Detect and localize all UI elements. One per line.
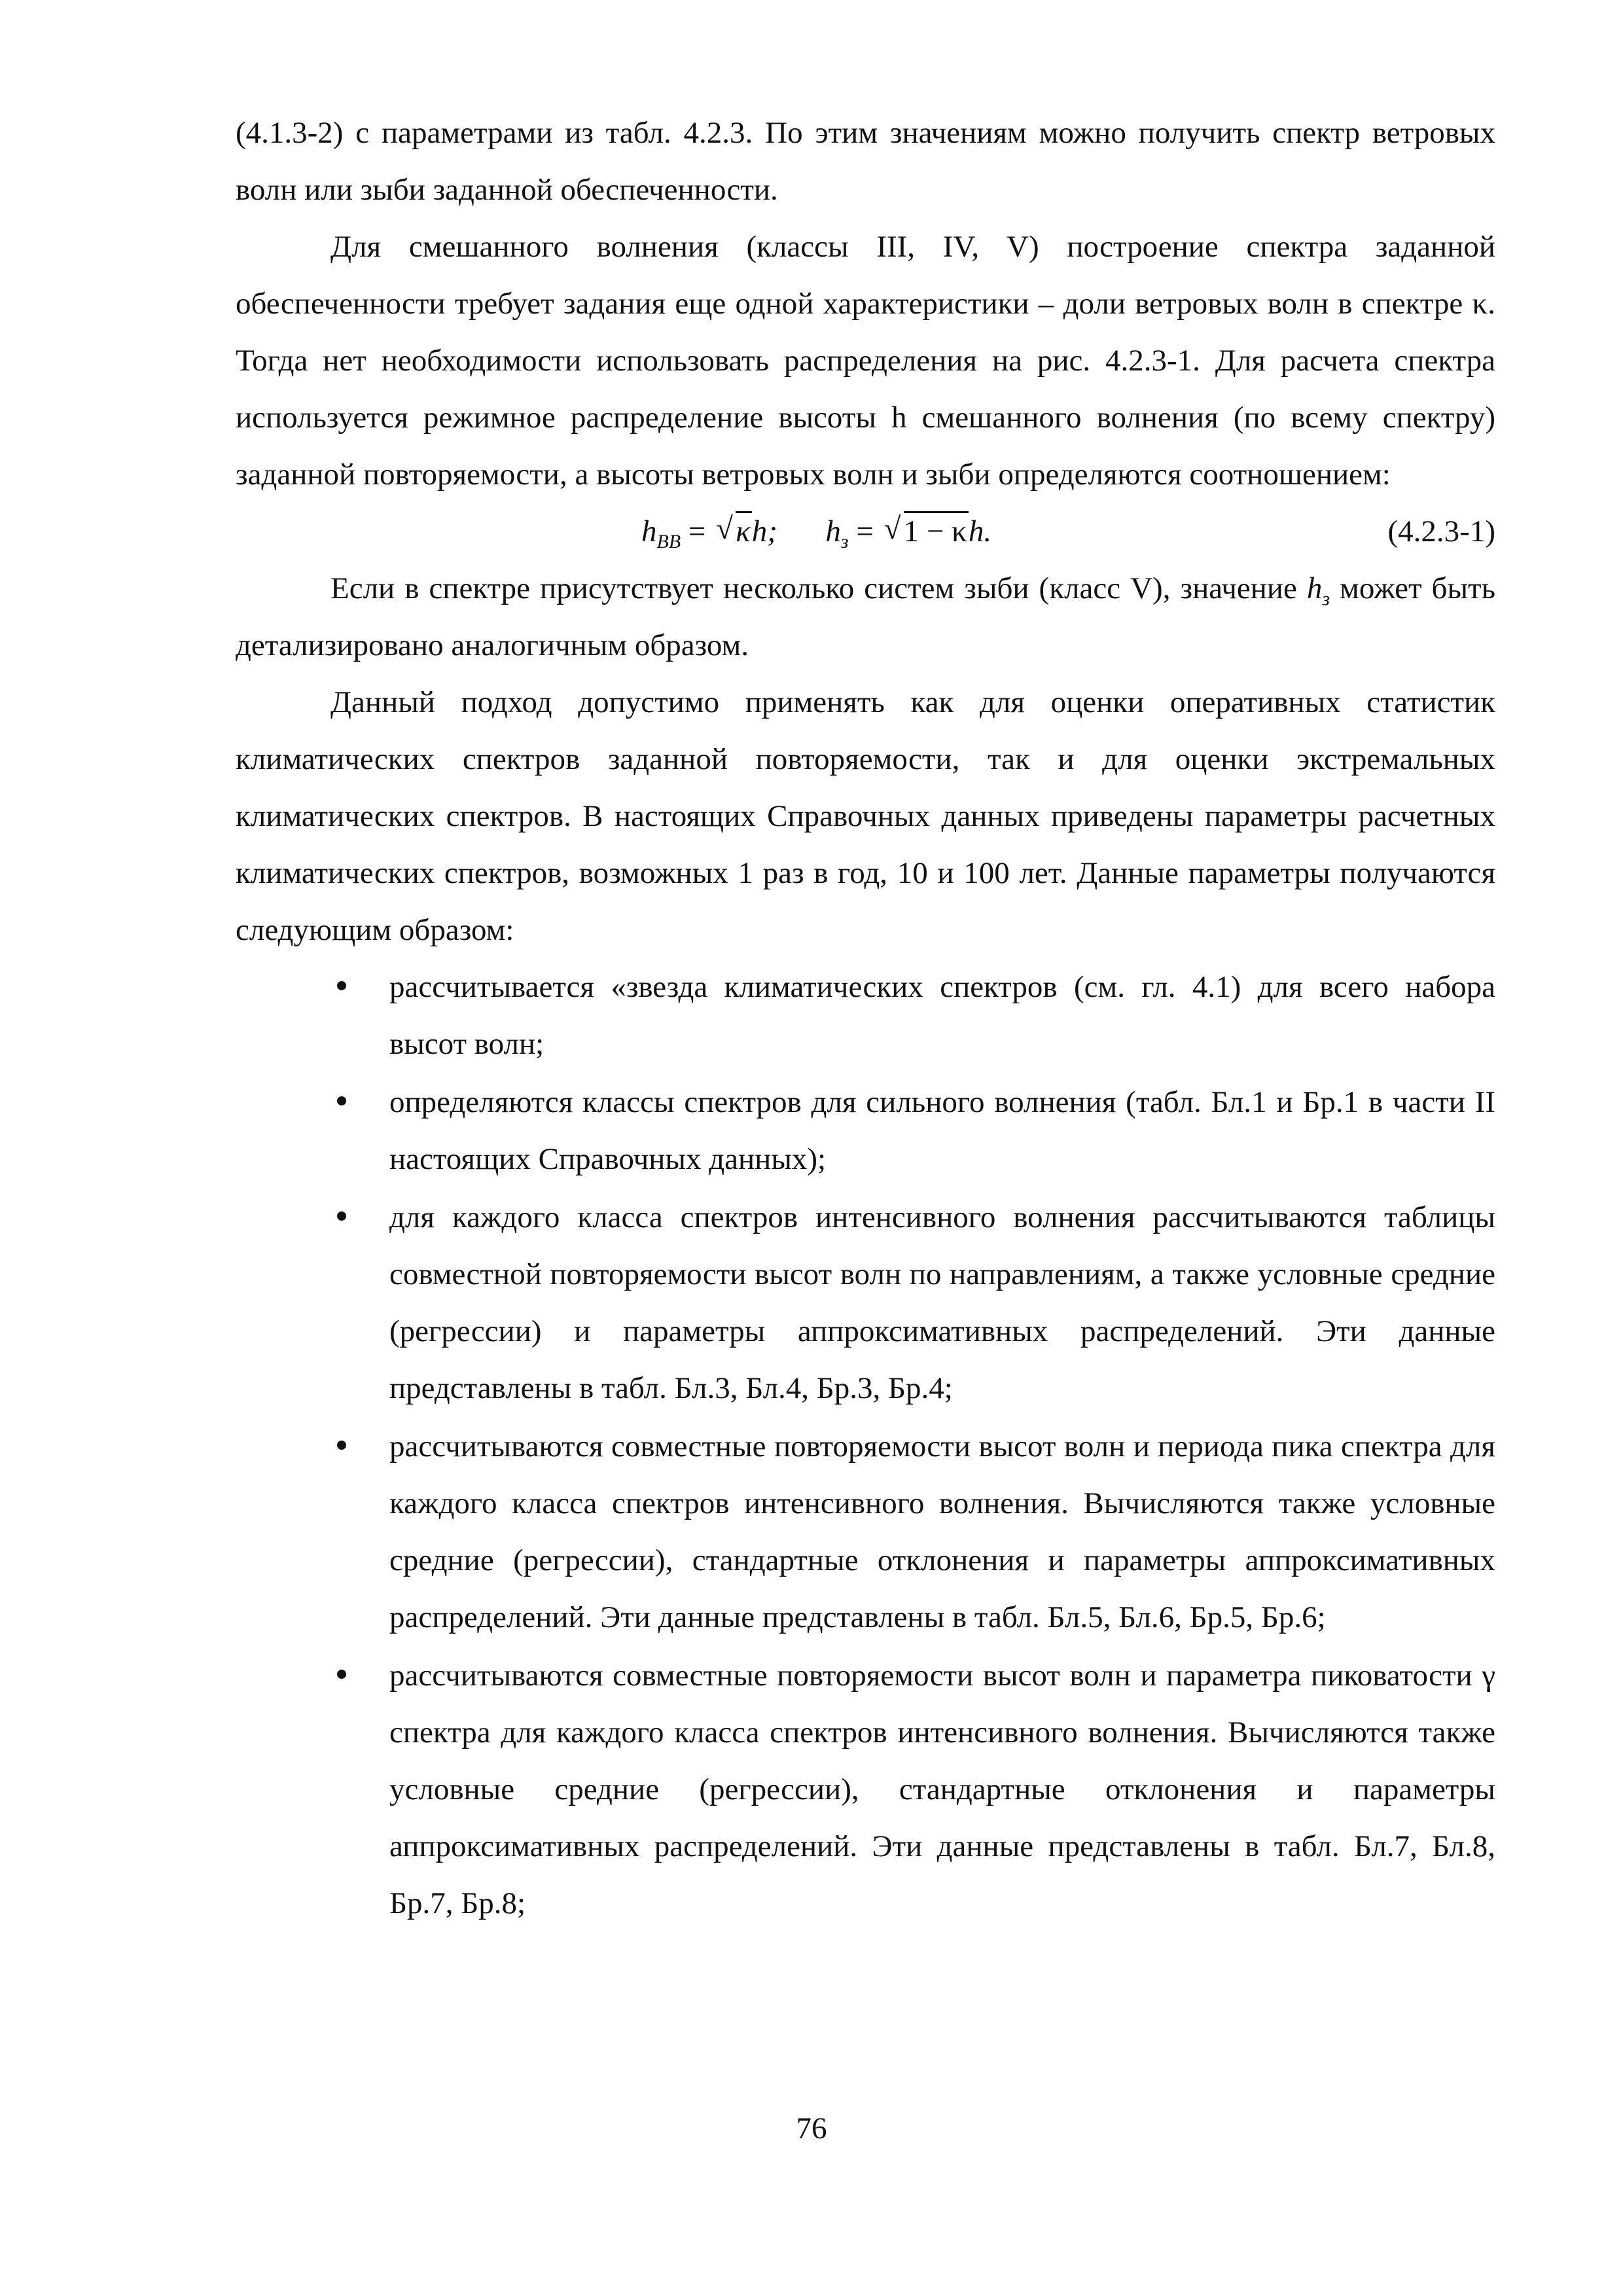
paragraph-swell-var: h bbox=[1306, 571, 1323, 605]
equation-number: (4.2.3-1) bbox=[1387, 514, 1495, 548]
paragraph-swell-systems bbox=[236, 560, 1495, 674]
paragraph-mixed-waves: Для смешанного волнения (классы III, IV, V) построение спектра заданной обеспеченности требует задания еще одной характеристики – доли ветровых волн в спектре κ. Тогда нет необходимости использовать распределения на рис. 4.2.3-1. Для расчета спектра используется режимное распределение высоты h смешанного волнения (по всему спектру) заданной повторяемости, а высоты ветровых волн и зыби определяются соотношением: bbox=[236, 230, 1495, 492]
formula-radicand2: 1 − κ bbox=[904, 511, 969, 548]
formula-lhs1-var: h bbox=[641, 514, 657, 548]
bullet-list bbox=[236, 959, 1495, 1932]
radical-sign-icon: √ bbox=[716, 512, 733, 546]
formula-lhs2-var: h bbox=[825, 514, 841, 548]
list-item-text: для каждого класса спектров интенсивного волнения рассчитываются таблицы совместной повторяемости высот волн по направлениям, а также условные средние (регрессии) и параметры аппроксимативных распределений. Эти данные представлены в табл. Бл.3, Бл.4, Бр.3, Бр.4; bbox=[389, 1200, 1495, 1405]
list-item bbox=[236, 1647, 1495, 1932]
sqrt-kappa bbox=[716, 503, 752, 560]
formula-eq1: = bbox=[681, 514, 714, 548]
list-item bbox=[236, 1189, 1495, 1417]
formula-eq2: = bbox=[848, 514, 882, 548]
formula-rhs1-tail: h; bbox=[751, 514, 777, 548]
bullet-icon bbox=[337, 1670, 346, 1679]
list-item-text: определяются классы спектров для сильного волнения (табл. Бл.1 и Бр.1 в части II настоящих Справочных данных); bbox=[389, 1085, 1495, 1176]
list-item bbox=[236, 1418, 1495, 1646]
formula-lhs2-sub: з bbox=[840, 531, 849, 552]
bullet-icon bbox=[337, 1096, 346, 1105]
paragraph-swell-sub: з bbox=[1322, 588, 1330, 610]
formula-radicand1: κ bbox=[736, 511, 752, 548]
radical-sign-icon: √ bbox=[883, 512, 901, 546]
list-item-text: рассчитываются совместные повторяемости высот волн и периода пика спектра для каждого класса спектров интенсивного волнения. Вычисляются также условные средние (регрессии), стандартные отклонения и параметры аппроксимативных распределений. Эти данные представлены в табл. Бл.5, Бл.6, Бр.5, Бр.6; bbox=[389, 1429, 1495, 1634]
equation-4-2-3-1 bbox=[236, 503, 1495, 560]
list-item bbox=[236, 959, 1495, 1073]
list-item-text: рассчитываются совместные повторяемости высот волн и параметра пиковатости γ спектра для каждого класса спектров интенсивного волнения. Вычисляются также условные средние (регрессии), стандартные отклонения и параметры аппроксимативных распределений. Эти данные представлены в табл. Бл.7, Бл.8, Бр.7, Бр.8; bbox=[389, 1659, 1495, 1920]
formula-rhs2-tail: h. bbox=[968, 514, 992, 548]
equation-expression bbox=[641, 503, 991, 560]
list-item-text: рассчитывается «звезда климатических спектров (см. гл. 4.1) для всего набора высот волн; bbox=[389, 970, 1495, 1061]
paragraph-intro: (4.1.3-2) с параметрами из табл. 4.2.3. По этим значениям можно получить спектр ветровых волн или зыби заданной обеспеченности. bbox=[236, 116, 1495, 207]
bullet-icon bbox=[337, 1211, 346, 1221]
bullet-icon bbox=[337, 1441, 346, 1450]
paragraph-swell-text-before: Если в спектре присутствует несколько систем зыби (класс V), значение bbox=[330, 571, 1297, 605]
document-body bbox=[236, 105, 1495, 1932]
bullet-icon bbox=[337, 981, 346, 990]
paragraph-approach: Данный подход допустимо применять как для оценки оперативных статистик климатических спектров заданной повторяемости, так и для оценки экстремальных климатических спектров. В настоящих Справочных данных приведены параметры расчетных климатических спектров, возможных 1 раз в год, 10 и 100 лет. Данные параметры получаются следующим образом: bbox=[236, 685, 1495, 947]
page-number: 76 bbox=[796, 2111, 827, 2145]
list-item bbox=[236, 1074, 1495, 1188]
sqrt-one-minus-kappa bbox=[884, 503, 969, 560]
formula-lhs1-sub: ВВ bbox=[656, 531, 681, 552]
paragraph-swell-text-after: может быть детализировано аналогичным образом. bbox=[236, 571, 1496, 662]
